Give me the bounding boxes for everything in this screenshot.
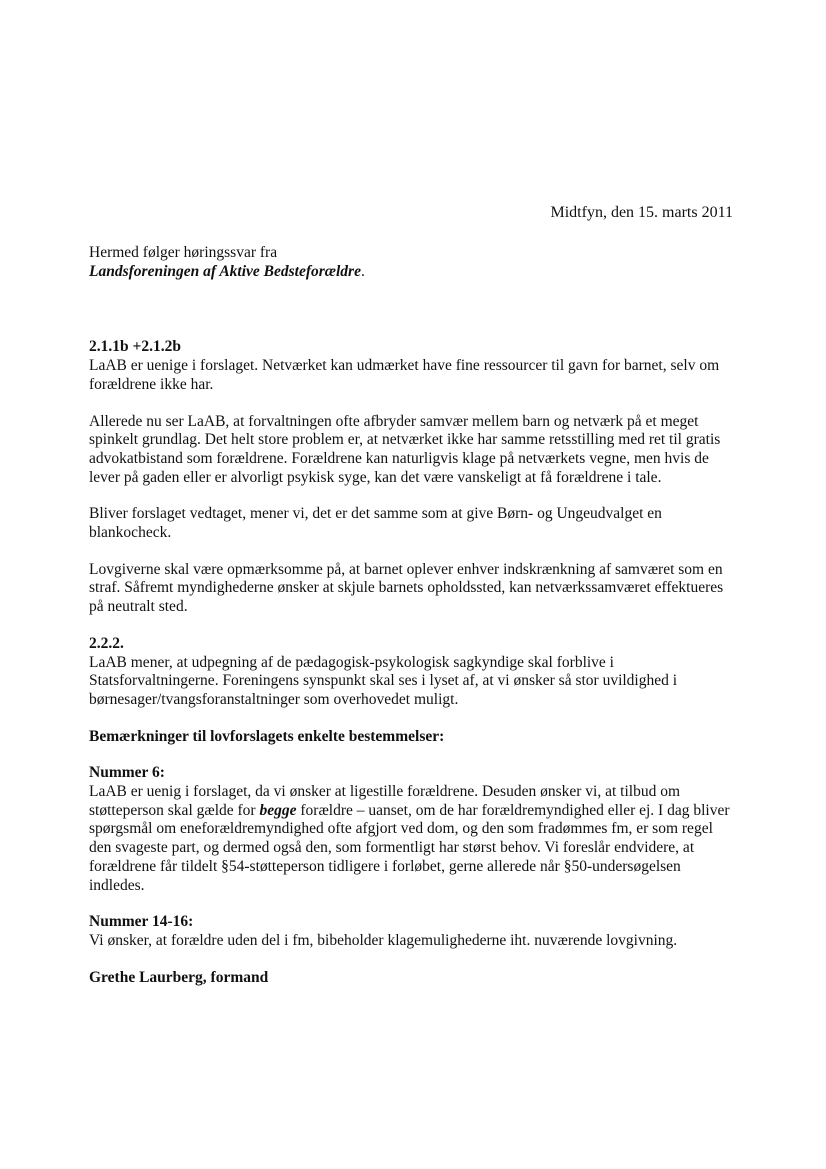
paragraph: LaAB mener, at udpegning af de pædagogisk-psykologisk sagkyndige skal forblive i Statsforvaltningerne. Foreningens synspunkt skal ses i lyset af, at vi ønsker så stor uvildighed i børnesager/tvangsforanstaltninger som overhovedet muligt. [89, 653, 678, 708]
paragraph: Allerede nu ser LaAB, at forvaltningen ofte afbryder samvær mellem barn og netværk på et meget spinkelt grundlag. Det helt store problem er, at netværket ikke har samme retsstilling med ret til gratis advokatbistand som forældrene. Forældrene kan naturligvis klage på netværkets vegne, men hvis de lever på gaden eller er alvorligt psykisk syge, kan det være vanskeligt at få forældrene i tale. [89, 412, 721, 486]
text-segment: LaAB er uenig i forslaget, da vi ønsker at ligestille forældrene. Desuden ønsker vi, at tilbud om støtteperson skal gælde for [89, 783, 681, 819]
text-segment: forældre – uanset, om de har forældremyndighed eller ej. I dag bliver spørgsmål om eneforældremyndighed ofte afgjort ved dom, og den som fradømmes fm, er som regel den svageste part, og dermed også den, som formentligt har størst behov. Vi foreslår endvidere, at forældrene får tildelt §54-støtteperson tidligere i forløbet, gerne allerede når §50-undersøgelsen indledes. [89, 801, 730, 894]
paragraph: Bliver forslaget vedtaget, mener vi, det er det samme som at give Børn- og Ungeudvalget en blankocheck. [89, 505, 662, 542]
section-heading-2-2-2: 2.2.2. [89, 634, 124, 652]
section-heading-nummer-6: Nummer 6: [89, 764, 165, 782]
remarks-heading: Bemærkninger til lovforslagets enkelte bestemmelser: [89, 727, 445, 745]
date-line: Midtfyn, den 15. marts 2011 [550, 204, 733, 221]
organization-suffix: . [360, 262, 365, 280]
section-heading-2-1: 2.1.1b +2.1.2b [89, 338, 181, 356]
emphasis-text: begge [259, 801, 297, 819]
paragraph: LaAB er uenige i forslaget. Netværket kan udmærket have fine ressourcer til gavn for barnet, selv om forældrene ikke har. [89, 357, 720, 393]
section-heading-nummer-14-16: Nummer 14-16: [89, 913, 194, 931]
letter-body [89, 244, 739, 987]
paragraph: Vi ønsker, at forældre uden del i fm, bibeholder klagemulighederne iht. nuværende lovgivning. [89, 931, 678, 949]
organization-name: Landsforeningen af Aktive Bedsteforældre [89, 262, 361, 280]
paragraph-nummer-6 [89, 783, 739, 895]
intro-block [89, 244, 739, 281]
intro-line: Hermed følger høringssvar fra [89, 244, 278, 261]
signature: Grethe Laurberg, formand [89, 968, 269, 986]
paragraph: Lovgiverne skal være opmærksomme på, at barnet oplever enhver indskrænkning af samværet som en straf. Såfremt myndighederne ønsker at skjule barnets opholdssted, kan netværkssamværet effektueres på neutralt sted. [89, 560, 724, 616]
